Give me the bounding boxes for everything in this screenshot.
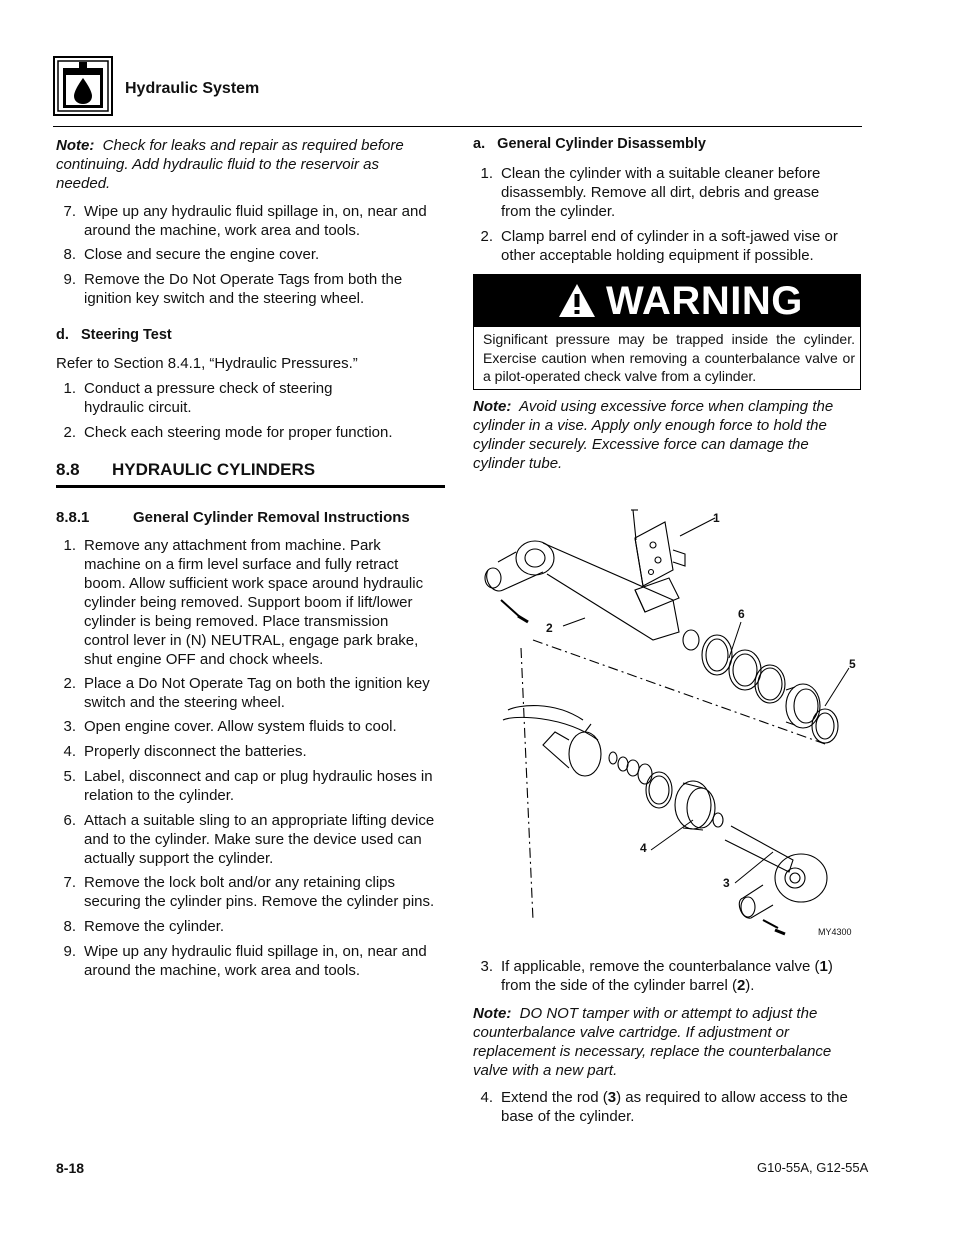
list-item-line: Close and secure the engine cover. — [84, 246, 320, 263]
ref-number: 3 — [607, 1089, 617, 1106]
list-item — [56, 767, 451, 805]
list-item-line: disassembly. Remove all dirt, debris and grease — [501, 184, 820, 201]
cylinder-diagram — [473, 500, 861, 945]
list-item — [473, 164, 868, 221]
list-item-number: 8. — [63, 918, 76, 935]
list-item — [56, 245, 451, 264]
callout-2: 2 — [546, 621, 553, 635]
note-clamping — [473, 397, 858, 473]
list-item-number: 3. — [63, 718, 76, 735]
section-number: 8.8 — [56, 460, 80, 479]
list-item-text — [84, 767, 433, 805]
list-item-line: Remove any attachment from machine. Park — [84, 537, 381, 554]
text-run: If applicable, remove the counterbalance valve ( — [501, 958, 820, 975]
text-run: base of the cylinder. — [501, 1108, 635, 1125]
list-item-line: other acceptable holding equipment if possible. — [501, 247, 814, 264]
list-item-text — [84, 379, 332, 417]
list-item-text — [84, 811, 434, 868]
list-item-number: 7. — [63, 203, 76, 220]
list-item-text — [84, 742, 307, 761]
cylinder-exploded-figure — [473, 500, 861, 945]
list-item-line: Label, disconnect and cap or plug hydraulic hoses in — [84, 768, 433, 785]
list-item-text — [84, 423, 393, 442]
text-run: ) — [827, 958, 833, 975]
list-item-number: 1. — [63, 380, 76, 397]
note-check-leaks — [56, 136, 431, 193]
ref-number: 2 — [736, 977, 746, 994]
list-item-text — [84, 873, 434, 911]
subsection-number: 8.8.1 — [56, 509, 90, 526]
text-run: ). — [745, 977, 755, 994]
list-item-line: Remove the lock bolt and/or any retaining clips — [84, 874, 396, 891]
header-rule — [53, 126, 862, 127]
list-item-line: boom. Allow sufficient work space around hydraulic — [84, 575, 424, 592]
list-item-number: 5. — [63, 768, 76, 785]
list-item-text — [501, 1088, 848, 1126]
list-item-line: and to the cylinder. Make sure the device used can — [84, 831, 422, 848]
list-item-line: Check each steering mode for proper function. — [84, 424, 393, 441]
list-item-line: machine on a firm level surface and fully retract — [84, 556, 399, 573]
header-section-title: Hydraulic System — [125, 80, 260, 97]
list-item-line: Place a Do Not Operate Tag on both the ignition key — [84, 675, 430, 692]
list-item-line: Clean the cylinder with a suitable cleaner before — [501, 165, 821, 182]
callout-6: 6 — [738, 607, 745, 621]
model-number: G10-55A, G12-55A — [757, 1160, 869, 1175]
list-item-text — [501, 164, 820, 221]
list-item-number: 1. — [480, 165, 493, 182]
steering-test-heading: d. Steering Test — [56, 327, 172, 343]
list-item-number: 4. — [480, 1089, 493, 1106]
note-text: DO NOT tamper with or attempt to adjust the counterbalance valve cartridge. If adjustment or replacement is necessary, replace the counterbalance valve with a new part. — [473, 1005, 832, 1079]
list-item-text — [84, 536, 423, 669]
note-label: Note: — [473, 1005, 512, 1022]
list-item-number: 4. — [63, 743, 76, 760]
list-item-line: switch and the steering wheel. — [84, 694, 285, 711]
list-item-text — [84, 245, 319, 264]
list-item-line: Conduct a pressure check of steering — [84, 380, 333, 397]
disassembly-heading: a. General Cylinder Disassembly — [473, 136, 706, 152]
list-item-line: Clamp barrel end of cylinder in a soft-jawed vise or — [501, 228, 838, 245]
list-item-text — [84, 674, 430, 712]
list-item — [56, 917, 451, 936]
list-item-line: cylinder being removed. Support boom if lift/lower — [84, 594, 413, 611]
note-tamper — [473, 1004, 858, 1080]
list-item-text — [501, 227, 838, 265]
note-text: Avoid using excessive force when clamping the cylinder in a vise. Apply only enough force to hold the cylinder securely. Excessive force can damage the cylinder tube. — [473, 398, 834, 472]
section-title: HYDRAULIC CYLINDERS — [112, 460, 316, 479]
warning-triangle-icon — [558, 283, 596, 318]
page-number: 8-18 — [56, 1160, 85, 1176]
figure-id: MY4300 — [818, 927, 852, 937]
list-item — [473, 227, 868, 265]
steering-test-ref: Refer to Section 8.4.1, “Hydraulic Pressures.” — [56, 355, 358, 372]
list-item — [56, 811, 451, 868]
list-item-line: from the cylinder. — [501, 203, 616, 220]
callout-5: 5 — [849, 657, 856, 671]
callout-4: 4 — [640, 841, 647, 855]
list-item — [56, 379, 451, 417]
list-item-text — [84, 270, 402, 308]
list-item-number: 2. — [63, 424, 76, 441]
note-label: Note: — [56, 137, 95, 154]
list-item-line: actually support the cylinder. — [84, 850, 274, 867]
list-item-number: 7. — [63, 874, 76, 891]
warning-box — [473, 274, 861, 390]
list-item-number: 8. — [63, 246, 76, 263]
list-item-line: hydraulic circuit. — [84, 399, 192, 416]
subsection-title: General Cylinder Removal Instructions — [133, 509, 410, 526]
list-item-line: cylinder is being removed. Place transmission — [84, 613, 389, 630]
list-item — [56, 202, 451, 240]
list-item — [473, 957, 863, 997]
list-item-line: around the machine, work area and tools. — [84, 222, 360, 239]
list-item — [56, 423, 451, 442]
list-item-number: 3. — [480, 958, 493, 975]
section-rule — [56, 485, 445, 488]
list-item-line: Properly disconnect the batteries. — [84, 743, 307, 760]
list-item-text — [84, 917, 224, 936]
list-item — [56, 717, 451, 736]
list-item-text — [84, 942, 427, 980]
list-item-line: Remove the cylinder. — [84, 918, 225, 935]
list-item-line: ignition key switch and the steering wheel. — [84, 290, 365, 307]
list-item — [56, 742, 451, 761]
list-item — [56, 873, 451, 911]
list-item — [56, 270, 451, 308]
hydraulic-system-logo — [53, 56, 113, 116]
list-item — [56, 674, 451, 712]
list-item-number: 1. — [63, 537, 76, 554]
text-run: from the side of the cylinder barrel ( — [501, 977, 737, 994]
list-item-line: Open engine cover. Allow system fluids to cool. — [84, 718, 397, 735]
list-item-text — [84, 717, 397, 736]
list-item-number: 2. — [480, 228, 493, 245]
list-item-line: relation to the cylinder. — [84, 787, 235, 804]
list-item-number: 2. — [63, 675, 76, 692]
list-item-line: control lever in (N) NEUTRAL, engage park brake, — [84, 632, 419, 649]
hydraulic-icon — [53, 56, 113, 116]
callout-1: 1 — [713, 511, 720, 525]
text-run: ) as required to allow access to the — [616, 1089, 848, 1106]
list-item-number: 9. — [63, 271, 76, 288]
list-item — [56, 942, 451, 980]
ref-number: 1 — [819, 958, 828, 975]
warning-title: WARNING — [606, 279, 803, 323]
note-label: Note: — [473, 398, 512, 415]
list-item-line: Wipe up any hydraulic fluid spillage in, on, near and — [84, 943, 427, 960]
list-item-text — [84, 202, 427, 240]
list-item-line: Remove the Do Not Operate Tags from both the — [84, 271, 403, 288]
list-item — [473, 1088, 863, 1128]
warning-text: Significant pressure may be trapped inside the cylinder. Exercise caution when removing a counterbalance valve or a pilot-operated check valve from a cylinder. — [483, 331, 855, 384]
text-run: Extend the rod ( — [501, 1089, 608, 1106]
list-item-line: shut engine OFF and chock wheels. — [84, 651, 324, 668]
list-item — [56, 536, 451, 669]
list-item-number: 6. — [63, 812, 76, 829]
warning-banner — [474, 275, 860, 327]
list-item-line: securing the cylinder pins. Remove the cylinder pins. — [84, 893, 435, 910]
list-item-number: 9. — [63, 943, 76, 960]
list-item-line: Wipe up any hydraulic fluid spillage in, on, near and — [84, 203, 427, 220]
note-text: Check for leaks and repair as required before continuing. Add hydraulic fluid to the reservoir as needed. — [56, 137, 404, 192]
callout-3: 3 — [723, 876, 730, 890]
list-item-text — [501, 957, 833, 995]
list-item-line: around the machine, work area and tools. — [84, 962, 360, 979]
list-item-line: Attach a suitable sling to an appropriate lifting device — [84, 812, 435, 829]
